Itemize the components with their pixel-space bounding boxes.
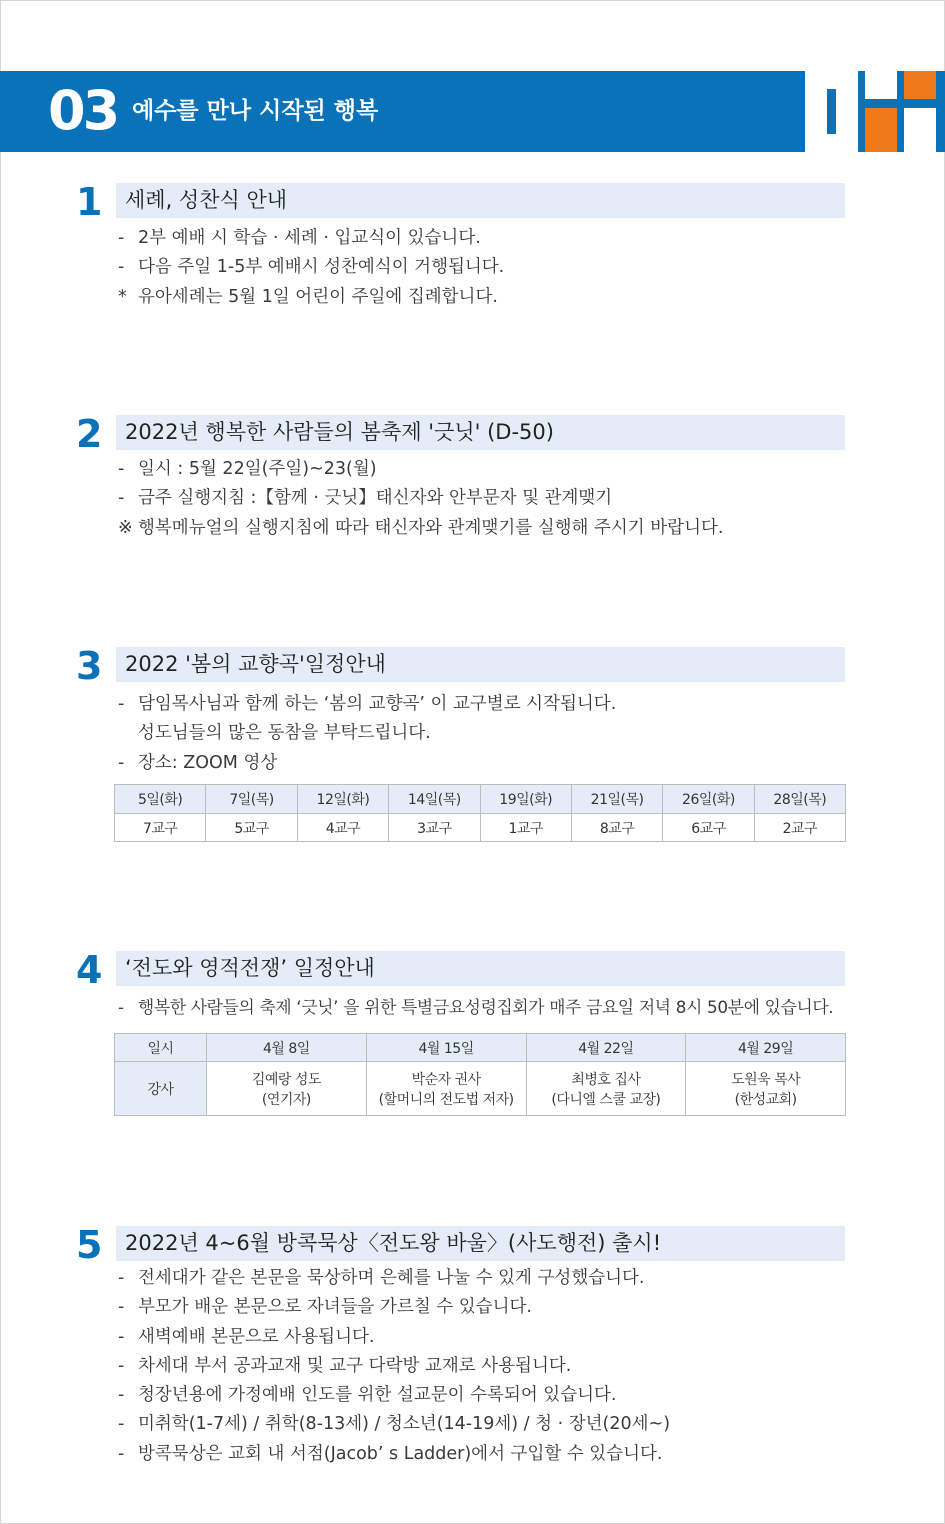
table-cell: 21일(목) (571, 785, 662, 814)
section-5-lines (118, 1264, 670, 1469)
table-cell: 28일(목) (754, 785, 845, 814)
speaker-name: 김예랑 성도 (251, 1071, 321, 1088)
section-5-number: 5 (76, 1223, 103, 1267)
table-cell: 26일(화) (663, 785, 754, 814)
table-cell: 4월 15일 (366, 1034, 526, 1062)
list-item: - 담임목사님과 함께 하는 ‘봄의 교향곡’ 이 교구별로 시작됩니다. (118, 694, 617, 714)
section-2-number: 2 (76, 412, 103, 456)
section-3-title: 2022 '봄의 교향곡'일정안내 (125, 652, 386, 676)
list-item: ※ 행복메뉴얼의 실행지침에 따라 태신자와 관계맺기를 실행해 주시기 바랍니다. (118, 517, 724, 538)
table-cell: 12일(화) (297, 785, 388, 814)
table-cell: 2교구 (754, 814, 845, 842)
list-item: - 새벽예배 본문으로 사용됩니다. (118, 1326, 375, 1347)
list-item: - 전세대가 같은 본문을 묵상하며 은혜를 나눌 수 있게 구성했습니다. (118, 1268, 645, 1288)
table-cell: 4월 8일 (207, 1034, 367, 1062)
table-cell: 1교구 (480, 814, 571, 842)
table-cell (366, 1062, 526, 1116)
header-number: 03 (48, 79, 118, 142)
section-1-lines (118, 224, 504, 312)
table-cell: 7교구 (115, 814, 206, 842)
list-item: * 유아세례는 5월 1일 어린이 주일에 집례합니다. (118, 286, 498, 307)
church-logo-icon (803, 71, 945, 152)
table-cell: 19일(화) (480, 785, 571, 814)
list-item: - 청장년용에 가정예배 인도를 위한 설교문이 수록되어 있습니다. (118, 1385, 617, 1406)
table-row (115, 1062, 846, 1116)
table-header-row (115, 785, 846, 814)
table-cell: 4교구 (297, 814, 388, 842)
section-4-lines (118, 993, 833, 1022)
section-3-title-bar (116, 647, 845, 682)
header-title: 예수를 만나 시작된 행복 (132, 98, 379, 124)
section-5-title: 2022년 4~6월 방콕묵상〈전도왕 바울〉(사도행전) 출시! (125, 1231, 662, 1255)
section-3-lines (118, 690, 616, 778)
section-2-title-bar (116, 415, 845, 450)
speaker-name: 최병호 집사 (571, 1071, 641, 1088)
table-cell: 6교구 (663, 814, 754, 842)
list-item: - 미취학(1-7세) / 취학(8-13세) / 청소년(14-19세) / 청 · 장년(20세~) (118, 1414, 671, 1435)
table-cell: 7일(목) (206, 785, 297, 814)
table-cell: 강사 (115, 1062, 207, 1116)
speaker-note: (한성교회) (734, 1091, 797, 1108)
table-cell: 8교구 (571, 814, 662, 842)
list-item: - 일시 : 5월 22일(주일)~23(월) (118, 459, 377, 479)
list-item: 성도님들의 많은 동참을 부탁드립니다. (138, 723, 431, 744)
section-2-lines (118, 455, 723, 543)
list-item: - 방콕묵상은 교회 내 서점(Jacob’ s Ladder)에서 구입할 수 있습니다. (118, 1443, 663, 1464)
list-item: - 2부 예배 시 학습 · 세례 · 입교식이 있습니다. (118, 228, 481, 248)
section-header (0, 71, 945, 152)
list-item: - 차세대 부서 공과교재 및 교구 다락방 교재로 사용됩니다. (118, 1355, 572, 1376)
speaker-note: (다니엘 스쿨 교장) (551, 1091, 661, 1108)
symphony-schedule-table (114, 784, 846, 842)
table-cell: 3교구 (389, 814, 480, 842)
table-cell: 4월 22일 (526, 1034, 686, 1062)
section-5-title-bar (116, 1226, 845, 1261)
table-cell (207, 1062, 367, 1116)
table-cell: 14일(목) (389, 785, 480, 814)
table-cell (686, 1062, 846, 1116)
section-1-title: 세례, 성찬식 안내 (125, 188, 288, 212)
list-item: - 다음 주일 1-5부 예배시 성찬예식이 거행됩니다. (118, 257, 505, 278)
table-cell: 5교구 (206, 814, 297, 842)
table-cell: 일시 (115, 1034, 207, 1062)
section-4-number: 4 (76, 948, 103, 992)
section-1-number: 1 (76, 180, 103, 224)
list-item: - 장소: ZOOM 영상 (118, 752, 278, 773)
list-item: - 금주 실행지침 :【함께 · 긋닛】태신자와 안부문자 및 관계맺기 (118, 488, 613, 509)
table-header-row (115, 1034, 846, 1062)
revival-schedule-table (114, 1033, 846, 1116)
section-4-title-bar (116, 951, 845, 986)
section-3-number: 3 (76, 644, 103, 688)
speaker-name: 박순자 권사 (411, 1071, 481, 1088)
speaker-note: (연기자) (261, 1091, 311, 1108)
speaker-name: 도원욱 목사 (731, 1071, 801, 1088)
table-row (115, 814, 846, 842)
table-cell: 5일(화) (115, 785, 206, 814)
section-4-title: ‘전도와 영적전쟁’ 일정안내 (125, 956, 375, 980)
table-cell (526, 1062, 686, 1116)
speaker-note: (할머니의 전도법 저자) (378, 1091, 514, 1108)
list-item: - 부모가 배운 본문으로 자녀들을 가르칠 수 있습니다. (118, 1297, 532, 1318)
table-cell: 4월 29일 (686, 1034, 846, 1062)
section-2-title: 2022년 행복한 사람들의 봄축제 '긋닛' (D-50) (125, 420, 554, 444)
list-item: - 행복한 사람들의 축제 ‘긋닛’ 을 위한 특별금요성령집회가 매주 금요일 저녁 8시 50분에 있습니다. (118, 997, 834, 1017)
section-1-title-bar (116, 183, 845, 218)
